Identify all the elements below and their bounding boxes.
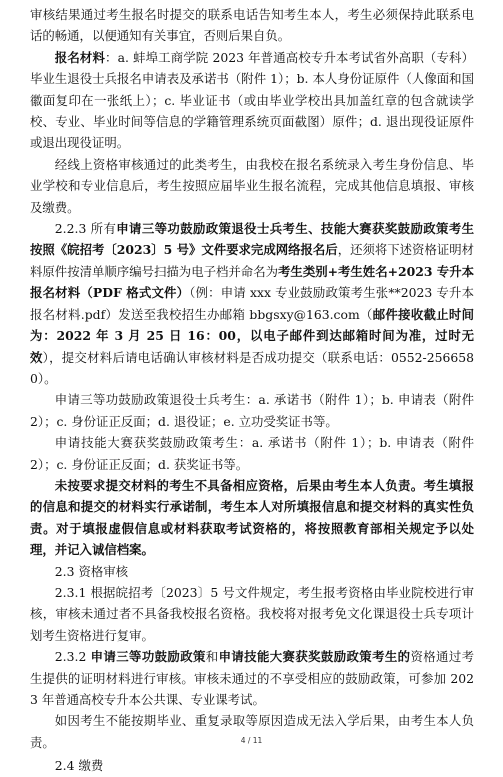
paragraph-warning: 未按要求提交材料的考生不具备相应资格，后果由考生本人负责。考生填报的信息和提交的材料实行承诺制，考生本人对所填报信息和提交材料的真实性负责。对于填报虚假信息或材料获取考试资格的，将按照教育部相关规定予以处理，并记入诚信档案。: [30, 477, 474, 558]
section-number: 2.2.3 所有: [54, 221, 117, 237]
bold-text: 申请技能大赛获奖鼓励政策考生的: [218, 649, 411, 665]
body-text: ，还须将下述资格证明材料原件按清单顺序编号扫描为电子档并命名为: [30, 242, 475, 279]
paragraph-2-3-1: 2.3.1 根据皖招考〔2023〕5 号文件规定，考生报考资格由毕业院校进行审核，审核未通过者不具备我校报名资格。我校将对报考免文化课退役士兵专项计划考生资格进行复审。: [30, 584, 474, 643]
bold-text: 申请三等功鼓励政策: [90, 649, 206, 665]
heading-2-3: 2.3 资格审核: [54, 563, 129, 579]
paragraph-veteran-materials: 申请三等功鼓励政策退役士兵考生：a. 承诺书（附件 1）；b. 申请表（附件 2）；c. 身份证正反面；d. 退役证；e. 立功受奖证书等。: [30, 392, 474, 429]
paragraph-skills-materials: 申请技能大赛获奖鼓励政策考生：a. 承诺书（附件 1）；b. 申请表（附件 2）；c. 身份证正反面；d. 获奖证书等。: [30, 435, 474, 472]
body-text: 和: [205, 649, 219, 665]
page-number: 4 / 11: [240, 736, 263, 745]
body-text: ），提交材料后请电话确认审核材料是否成功提交（联系电话：0552-2566580）。: [30, 349, 475, 386]
body-text: （例：申请 xxx 专业鼓励政策考生张**2023 专升本报名材料.pdf）发送至我校招生办邮箱 bbgsxy@163.com（: [30, 285, 474, 322]
paragraph-2-3-2: [30, 646, 474, 710]
materials-heading: 报名材料: [54, 49, 106, 65]
paragraph-2-2-3: [30, 218, 474, 389]
paragraph-enrollment-notice: 如因考生不能按期毕业、重复录取等原因造成无法入学后果，由考生本人负责。: [30, 713, 474, 750]
paragraph-online-review: 经线上资格审核通过的此类考生，由我校在报名系统录入考生身份信息、毕业学校和专业信息后，考生按照应届毕业生报名流程，完成其他信息填报、审核及缴费。: [30, 156, 474, 215]
bold-text: 考生类别+考生姓名+2023 专升本报名材料（PDF 格式文件）: [30, 263, 474, 301]
paragraph-materials: [30, 47, 474, 154]
paragraph-contact-notice: 审核结果通过考生报名时提交的联系电话告知考生本人，考生必须保持此联系电话的畅通，以便通知有关事宜，否则后果自负。: [30, 7, 474, 44]
deadline-text: 邮件接收截止时间为：2022 年 3 月 25 日 16：00，以电子邮件到达邮箱时间为准，过时无效: [30, 306, 475, 365]
heading-2-4: 2.4 缴费: [54, 758, 104, 774]
materials-text: ：a. 蚌埠工商学院 2023 年普通高校专升本考试省外高职（专科）毕业生退役士兵报名申请表及承诺书（附件 1）；b. 本人身份证原件（人像面和国徽面复印在一张纸上）；c. 毕业证书（或由毕业学校出具加盖红章的包含就读学校、专业、毕业时间等信息的学籍管理系统页面截图）原件；d. 退出现役证原件或退出现役证明。: [30, 49, 474, 151]
bold-text: 申请三等功鼓励政策退役士兵考生、技能大赛获奖鼓励政策考生按照《皖招考〔2023〕5 号》文件要求完成网络报名后: [30, 221, 475, 258]
section-number: 2.3.2: [54, 649, 91, 665]
document-body: [30, 4, 474, 777]
body-text: 资格通过考生提供的证明材料进行审核。审核未通过的不享受相应的鼓励政策，可参加 2023 年普通高校专升本公共课、专业课考试。: [30, 649, 475, 707]
